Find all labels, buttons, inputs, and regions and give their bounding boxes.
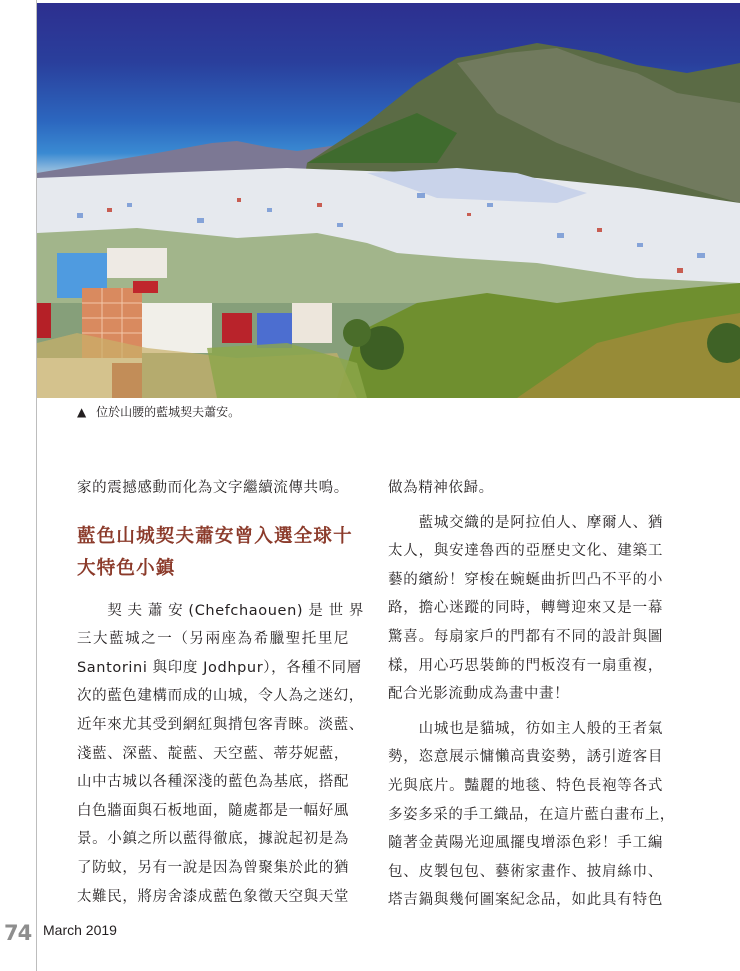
body-line: 家的震撼感動而化為文字繼續流傳共鳴。 — [77, 480, 349, 496]
body-line: 契 夫 蕭 安 (Chefchaouen) 是 世 界 — [77, 602, 365, 619]
hero-photo — [37, 3, 740, 398]
body-line: 近年來尤其受到網紅與揹包客青睞。淡藍、 — [77, 716, 364, 733]
body-line: 做為精神依歸。 — [388, 480, 494, 496]
body-line: 白色牆面與石板地面，隨處都是一幅好風 — [77, 802, 349, 819]
body-line: 三大藍城之一（另兩座為希臘聖托里尼 — [77, 631, 349, 648]
left-column — [77, 474, 365, 911]
heading-line: 藍色山城契夫蕭安曾入選全球十 — [77, 525, 353, 547]
right-column — [388, 474, 675, 915]
body-line: 配合光影流動成為畫中畫！ — [388, 686, 570, 703]
body-line: 驚喜。每扇家戶的門都有不同的設計與圖 — [388, 628, 663, 645]
body-line: 了防蚊，另有一說是因為曾聚集於此的猶 — [77, 859, 349, 876]
page-number: 74 — [4, 921, 32, 945]
body-line: 山城也是貓城，彷如主人般的王者氣 — [388, 720, 663, 737]
body-line: 路，擔心迷蹤的同時，轉彎迎來又是一幕 — [388, 600, 663, 617]
body-line: 光與底片。豔麗的地毯、特色長袍等各式 — [388, 777, 663, 794]
caption-text: 位於山腰的藍城契夫蕭安。 — [96, 405, 241, 419]
triangle-marker-icon: ▲ — [77, 405, 87, 419]
body-line: 淺藍、深藍、靛藍、天空藍、蒂芬妮藍， — [77, 745, 349, 762]
section-heading — [77, 521, 353, 585]
body-line: 樣，用心巧思裝飾的門板沒有一扇重複， — [388, 657, 663, 674]
chefchaouen-landscape-image — [37, 3, 740, 398]
body-line: 太人，與安達魯西的亞歷史文化、建築工 — [388, 543, 663, 560]
paragraph — [77, 597, 365, 912]
heading-line: 大特色小鎮 — [77, 557, 176, 579]
issue-date: March 2019 — [43, 922, 117, 938]
body-line: 隨著金黃陽光迎風擺曳增添色彩！手工編 — [388, 835, 663, 852]
body-line: 藝的繽紛！穿梭在蜿蜒曲折凹凸不平的小 — [388, 571, 663, 588]
body-line: 包、皮製包包、藝術家畫作、披肩絲巾、 — [388, 863, 663, 880]
body-line: 太難民，將房舍漆成藍色象徵天空與天堂 — [77, 888, 349, 905]
body-line: Santorini 與印度 Jodhpur），各種不同層 — [77, 659, 362, 676]
photo-caption — [77, 403, 240, 420]
paragraph — [388, 509, 663, 709]
body-line: 次的藍色建構而成的山城，令人為之迷幻， — [77, 688, 364, 705]
body-line: 勢，恣意展示慵懶高貴姿勢，誘引遊客目 — [388, 749, 663, 766]
body-line: 山中古城以各種深淺的藍色為基底，搭配 — [77, 774, 349, 791]
body-line: 藍城交織的是阿拉伯人、摩爾人、猶 — [388, 514, 663, 531]
body-line: 景。小鎮之所以藍得徹底，據說起初是為 — [77, 831, 349, 848]
body-line: 多姿多采的手工織品，在這片藍白畫布上， — [388, 806, 675, 823]
paragraph — [388, 715, 675, 915]
body-line: 塔吉鍋與幾何圖案紀念品，如此具有特色 — [388, 892, 663, 909]
